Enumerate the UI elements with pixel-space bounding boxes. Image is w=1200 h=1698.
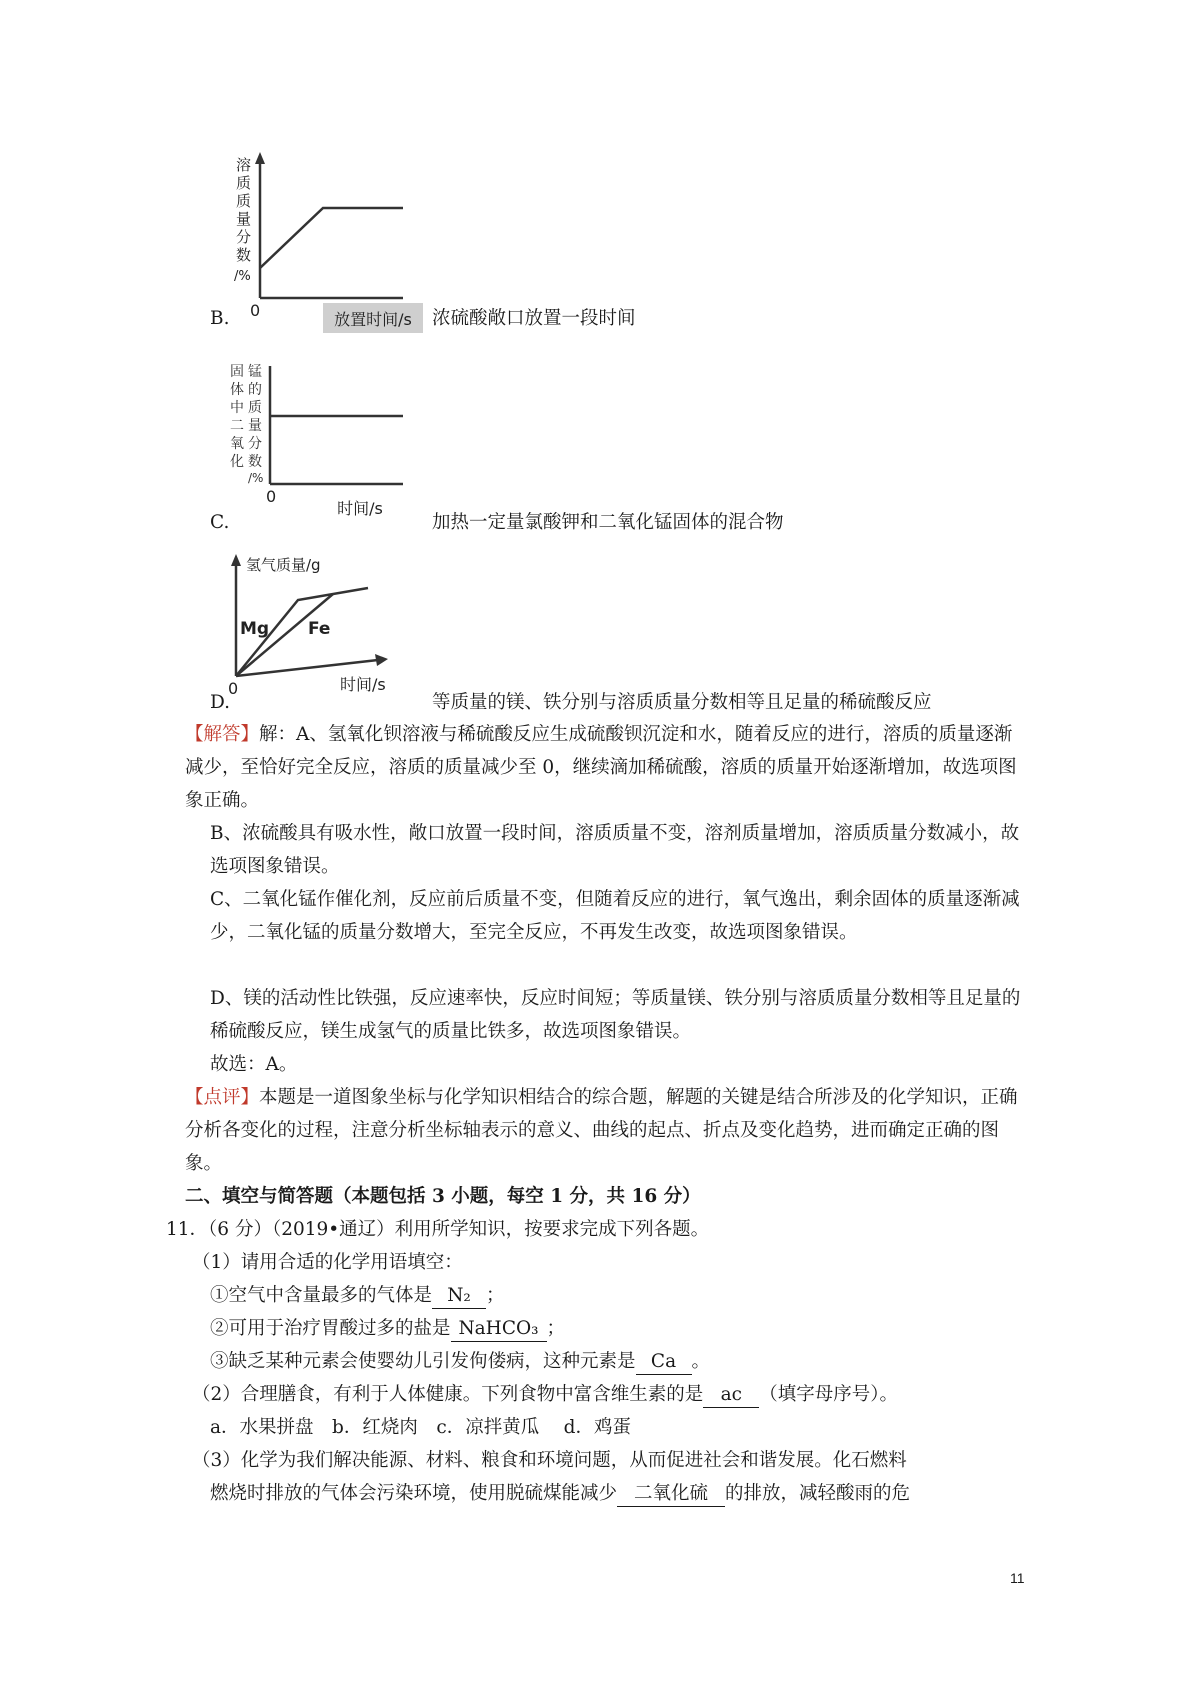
svg-text:分: 分 — [236, 228, 252, 246]
graph-d-x-axis — [236, 660, 378, 676]
q11-options: a．水果拼盘 b．红烧肉 c．凉拌黄瓜 d．鸡蛋 — [210, 1417, 631, 1438]
graph-d-ylabel: 氢气质量/g — [246, 556, 321, 574]
svg-text:/%: /% — [234, 269, 251, 284]
q11-item1-answer: N₂ — [432, 1284, 486, 1309]
q11-sub3-text: 燃烧时排放的气体会污染环境，使用脱硫煤能减少 — [210, 1483, 618, 1504]
graph-b-xlabel: 放置时间/s — [334, 310, 412, 329]
answer-p5: 故选：A。 — [210, 1054, 298, 1075]
svg-text:中: 中 — [230, 400, 244, 416]
graph-d-svg — [228, 548, 428, 698]
svg-text:数: 数 — [248, 454, 262, 470]
graph-d-fe-label: Fe — [308, 619, 331, 639]
comment-tag: 【点评】 — [185, 1087, 260, 1108]
q11-sub2-text: （2）合理膳食，有利于人体健康。下列食物中富含维生素的是 — [192, 1384, 704, 1405]
q11-sub3-answer: 二氧化硫 — [617, 1482, 725, 1507]
graph-b-svg — [228, 148, 428, 338]
graph-b-y-arrow — [255, 152, 265, 164]
svg-text:溶: 溶 — [236, 156, 252, 174]
q11-sub3-line2 — [210, 1477, 910, 1510]
svg-text:化: 化 — [230, 454, 244, 470]
q11-item3-answer: Ca — [636, 1350, 692, 1375]
graph-c-ylabel-1 — [230, 364, 244, 470]
graph-b — [228, 148, 428, 338]
option-b-letter: B. — [210, 308, 230, 329]
svg-text:质: 质 — [236, 174, 252, 192]
svg-text:二: 二 — [230, 418, 244, 434]
svg-text:体: 体 — [230, 382, 244, 398]
q11-sub3-end: 的排放，减轻酸雨的危 — [725, 1483, 911, 1504]
graph-d-xlabel: 时间/s — [340, 675, 386, 694]
comment-text: 本题是一道图象坐标与化学知识相结合的综合题，解题的关键是结合所涉及的化学知识，正确分析各变化的过程，注意分析坐标轴表示的意义、曲线的起点、折点及变化趋势，进而确定正确的图象。 — [185, 1087, 1018, 1174]
section-heading: 二、填空与简答题（本题包括 3 小题，每空 1 分，共 16 分） — [185, 1186, 701, 1207]
q11-item1 — [210, 1279, 505, 1312]
q11-item2-text: ②可用于治疗胃酸过多的盐是 — [210, 1318, 451, 1339]
svg-text:固: 固 — [230, 364, 244, 380]
svg-text:量: 量 — [236, 210, 252, 228]
q11-item3-end: 。 — [691, 1351, 711, 1372]
answer-p1 — [185, 718, 1030, 817]
option-d-letter: D. — [210, 692, 231, 713]
svg-text:量: 量 — [248, 418, 262, 434]
q11-item1-text: ①空气中含量最多的气体是 — [210, 1285, 433, 1306]
option-d-caption: 等质量的镁、铁分别与溶质质量分数相等且足量的稀硫酸反应 — [432, 692, 932, 713]
svg-text:锰: 锰 — [248, 364, 262, 380]
q11-item2-end: ； — [546, 1318, 566, 1339]
q11-sub2-end: （填字母序号）。 — [759, 1384, 899, 1405]
svg-text:氧: 氧 — [230, 436, 244, 452]
q11-sub1: （1）请用合适的化学用语填空： — [192, 1252, 463, 1273]
option-b-caption: 浓硫酸敞口放置一段时间 — [432, 308, 636, 329]
svg-text:的: 的 — [248, 382, 262, 398]
answer-tag: 【解答】 — [185, 724, 260, 745]
graph-b-ylabel — [234, 156, 251, 284]
graph-c-svg — [228, 358, 428, 530]
graph-c-ylabel-2 — [248, 364, 263, 485]
q11-item3-text: ③缺乏某种元素会使婴幼儿引发佝偻病，这种元素是 — [210, 1351, 636, 1372]
graph-d-y-arrow — [231, 554, 241, 566]
option-c-caption: 加热一定量氯酸钾和二氧化锰固体的混合物 — [432, 512, 784, 533]
q11-item2 — [210, 1312, 565, 1345]
graph-c-origin: 0 — [266, 487, 277, 506]
q11-item3 — [210, 1345, 710, 1378]
option-c-letter: C. — [210, 512, 230, 533]
answer-p1-text: 解：A、氢氧化钡溶液与稀硫酸反应生成硫酸钡沉淀和水，随着反应的进行，溶质的质量逐渐减少，至恰好完全反应，溶质的质量减少至 0，继续滴加稀硫酸，溶质的质量开始逐渐增加，故选项图象正确。 — [185, 724, 1017, 811]
svg-text:/%: /% — [248, 471, 264, 485]
answer-p3: C、二氧化锰作催化剂，反应前后质量不变，但随着反应的进行，氧气逸出，剩余固体的质量逐渐减少，二氧化锰的质量分数增大，至完全反应，不再发生改变，故选项图象错误。 — [210, 889, 1020, 943]
comment — [185, 1081, 1030, 1180]
q11-item2-answer: NaHCO₃ — [451, 1317, 547, 1342]
q11-sub2 — [192, 1378, 898, 1411]
graph-d-origin: 0 — [228, 679, 239, 698]
q11-stem: 11．（6 分）（2019•通辽）利用所学知识，按要求完成下列各题。 — [166, 1219, 710, 1240]
svg-text:质: 质 — [248, 400, 262, 416]
svg-text:质: 质 — [236, 192, 252, 210]
graph-b-curve — [260, 208, 403, 268]
q11-sub2-answer: ac — [703, 1383, 759, 1408]
q11-item1-end: ； — [486, 1285, 505, 1306]
q11-sub3-line1: （3）化学为我们解决能源、材料、粮食和环境问题，从而促进社会和谐发展。化石燃料 — [192, 1450, 907, 1471]
answer-p2: B、浓硫酸具有吸水性，敞口放置一段时间，溶质质量不变，溶剂质量增加，溶质质量分数减小，故选项图象错误。 — [210, 823, 1020, 877]
graph-d-x-arrow — [375, 654, 388, 666]
graph-d-mg-label: Mg — [240, 619, 270, 639]
svg-text:数: 数 — [236, 246, 252, 264]
graph-b-origin: 0 — [250, 301, 261, 320]
graph-c — [228, 358, 428, 530]
graph-d — [228, 548, 428, 698]
answer-p4: D、镁的活动性比铁强，反应速率快，反应时间短；等质量镁、铁分别与溶质质量分数相等且足量的稀硫酸反应，镁生成氢气的质量比铁多，故选项图象错误。 — [210, 988, 1021, 1042]
svg-text:分: 分 — [248, 436, 262, 452]
page-number: 11 — [1010, 1570, 1025, 1586]
graph-c-xlabel: 时间/s — [337, 499, 383, 518]
